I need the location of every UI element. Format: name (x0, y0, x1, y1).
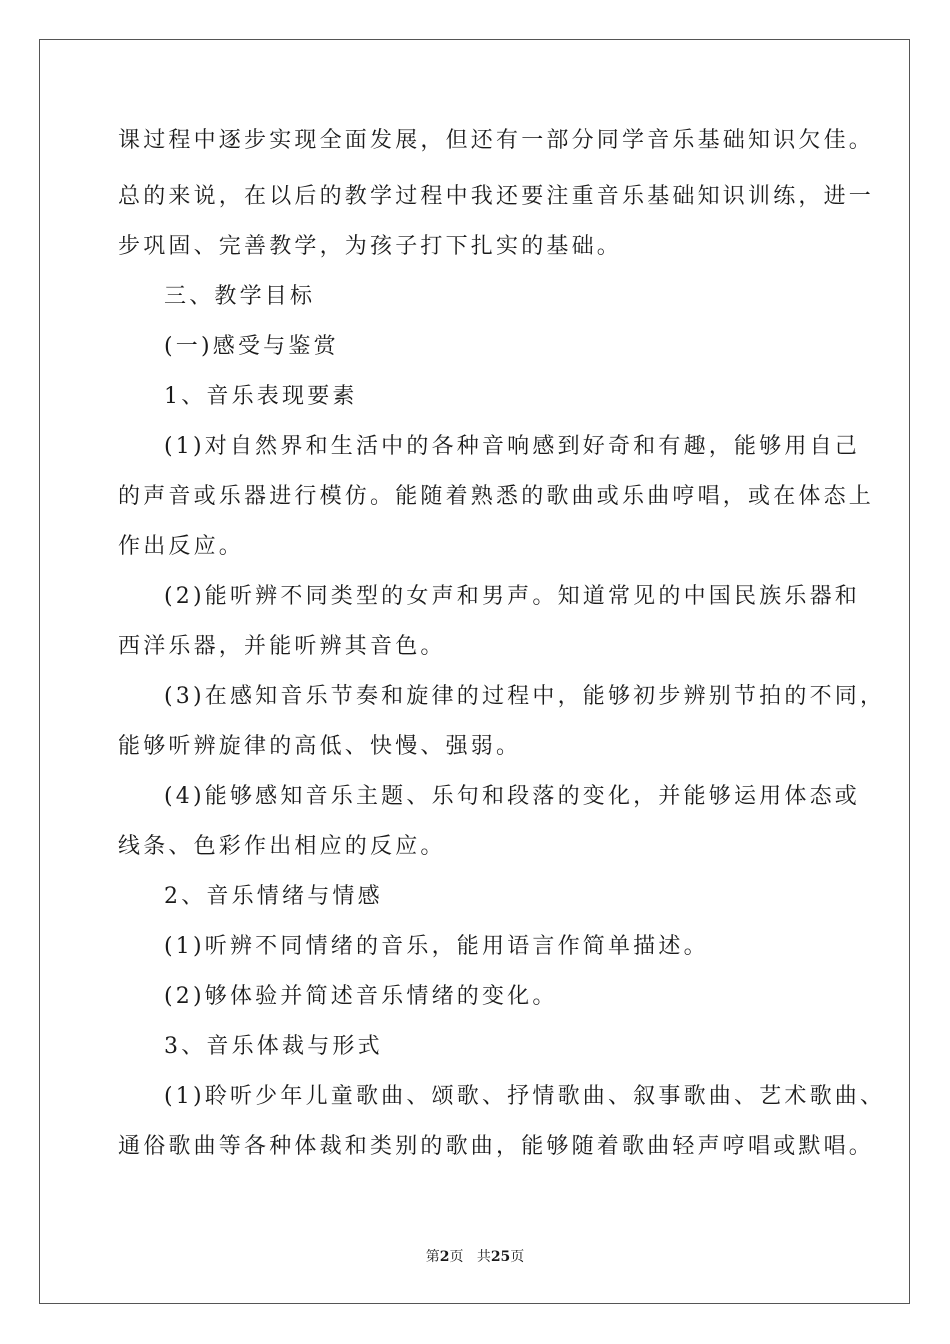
text-line: (2)能听辨不同类型的女声和男声。知道常见的中国民族乐器和 (164, 584, 860, 609)
page-suffix: 页 (449, 1249, 464, 1265)
section-heading: 三、教学目标 (164, 284, 316, 309)
item-heading: 1、音乐表现要素 (164, 384, 358, 409)
text-line: (4)能够感知音乐主题、乐句和段落的变化，并能够运用体态或 (164, 784, 860, 809)
text-line: 课过程中逐步实现全面发展，但还有一部分同学音乐基础知识欠佳。 (118, 128, 875, 153)
text-line: 总的来说，在以后的教学过程中我还要注重音乐基础知识训练，进一 (118, 184, 875, 209)
text-line: 的声音或乐器进行模仿。能随着熟悉的歌曲或乐曲哼唱，或在体态上 (118, 484, 875, 509)
subsection-heading: (一)感受与鉴赏 (164, 334, 339, 359)
item-heading: 2、音乐情绪与情感 (164, 884, 383, 909)
text-line: (3)在感知音乐节奏和旋律的过程中，能够初步辨别节拍的不同， (164, 684, 886, 709)
text-line: (2)够体验并简述音乐情绪的变化。 (164, 984, 558, 1009)
item-heading: 3、音乐体裁与形式 (164, 1034, 383, 1059)
text-line: 作出反应。 (118, 534, 245, 559)
text-line: (1)对自然界和生活中的各种音响感到好奇和有趣，能够用自己 (164, 434, 860, 459)
text-line: (1)聆听少年儿童歌曲、颂歌、抒情歌曲、叙事歌曲、艺术歌曲、 (164, 1084, 886, 1109)
page-border (39, 39, 910, 1304)
page-footer (0, 1248, 950, 1266)
text-line: (1)听辨不同情绪的音乐，能用语言作简单描述。 (164, 934, 709, 959)
page-current: 2 (439, 1249, 450, 1265)
text-line: 能够听辨旋律的高低、快慢、强弱。 (118, 734, 522, 759)
total-suffix: 页 (510, 1249, 525, 1265)
text-line: 西洋乐器，并能听辨其音色。 (118, 634, 446, 659)
total-prefix: 共 (476, 1249, 491, 1265)
page-prefix: 第 (425, 1249, 440, 1265)
text-line: 步巩固、完善教学，为孩子打下扎实的基础。 (118, 234, 623, 259)
text-line: 通俗歌曲等各种体裁和类别的歌曲，能够随着歌曲轻声哼唱或默唱。 (118, 1134, 875, 1159)
text-line: 线条、色彩作出相应的反应。 (118, 834, 446, 859)
page-total: 25 (490, 1249, 511, 1265)
